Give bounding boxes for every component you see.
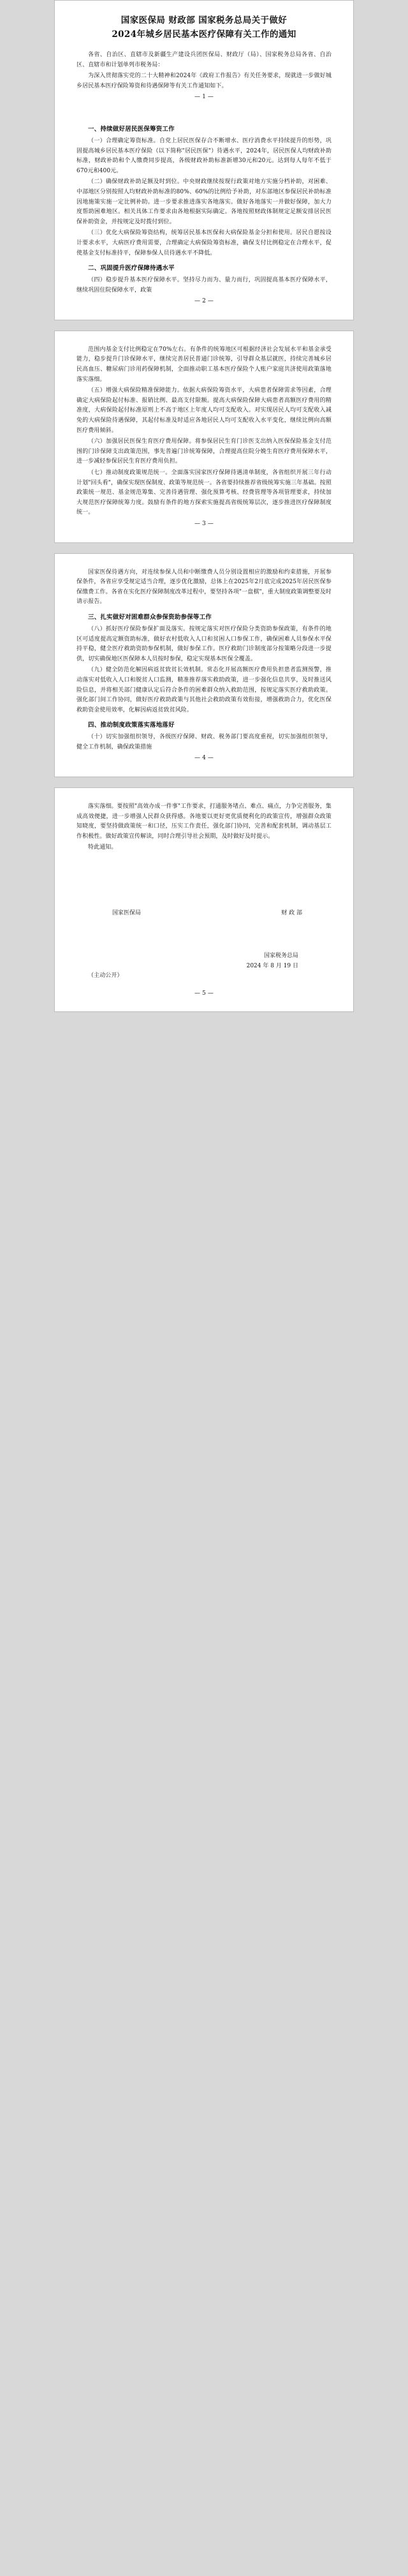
paragraph: （七）推动制度政策规范统一。全面落实国家医疗保障待遇清单制度，各省组织开展三年行动计划"回头看"，确保实现医保制度、政策等规范统一。各省要持续推荐省级统筹实施三年基础。按照政策统一规范、基金规范筹集、完善待遇管理、强化预算考核、经费管理等各项管理要求，持续加大规范医疗保障统筹力度。鼓励有条件的地方探索实施提高省级统筹层次，逐步推进医疗保障制度统一。 bbox=[76, 470, 332, 516]
signature-row bbox=[76, 908, 332, 916]
paragraph: （二）确保财政补助足额及时到位。中央财政继续按现行政策对地方实施分档补助，对困难、中部地区分别按照人均财政补助标准的80%、60%的比例给予补助，对东部地区参保居民补助标准因地施策实施一定比例补助。进一步要求推进落实各地落实。做好各地落实一并做好保障，加大力度帮助困难地区。相关具体工作要求由各地根据实际确定。各地按照财政体制规定足额安排居民医保补助资金，并按规定及时拨付到位。 bbox=[76, 179, 332, 225]
paragraph: （一）合理确定筹资标准。自党上居民医保存合不断增水、医疗消费水平持续提升的形势，巩固提高城乡居民基本医疗保险（以下简称"居民医保"）待遇水平，2024年，居民医保人均财政补助标准，财政补助和个人缴费同步提高，各级财政补助标准新增30元和20元。达到每人每年不低于670元和400元。 bbox=[76, 137, 332, 174]
title-line-1: 国家医保局 财政部 国家税务总局关于做好 bbox=[120, 15, 288, 26]
spacer bbox=[76, 854, 332, 891]
paragraph: 范围内基金支付比例稳定在70%左右。有条件的统筹地区可根据经济社会发展水平和基金承受能力，稳步提升门诊保障水平，继续完善居民普通门诊统筹，引导群众基层就医，持续完善城乡居民高血压、糖尿病门诊用药保障机制，全面推动职工基本医疗保险个人账户家庭共济使用政策落地落实落细。 bbox=[76, 346, 332, 383]
document-page-3 bbox=[54, 553, 354, 778]
paragraph: 各省、自治区、直辖市及新疆生产建设兵团医保局、财政厅（局）、国家税务总局各省、自治区、直辖市和计划单列市税务局： bbox=[76, 52, 332, 68]
signature-medical-insurance-bureau: 国家医保局 bbox=[112, 910, 142, 917]
paragraph: （五）增强大病保险精准保障能力。依据大病保险筹资水平，大病患者保障需求等因素，合理确定大病保险起付标准、报销比例、最高支付限额。提高大病保险保障大病患者高额医疗费用的精准度，大病保险起付标准原则上不高于地区上年度人均可支配收入。对实现居民人均可支配收入减免的大病保险待遇保障，其起付标准及时适应各地居民人均可支配收入水平变化，继续比例向高额医疗费用倾斜。 bbox=[76, 387, 332, 434]
signature-tax-administration: 国家税务总局 bbox=[263, 953, 298, 960]
section-heading: 一、持续做好居民医保筹资工作 bbox=[88, 125, 175, 133]
public-disclosure-note: （主动公开） bbox=[88, 972, 123, 979]
paragraph: 特此通知。 bbox=[88, 844, 117, 851]
spacer bbox=[76, 983, 332, 989]
signature-ministry-of-finance: 财 政 部 bbox=[281, 910, 302, 917]
paragraph: （八）抓好医疗保险参保扩面及落实。按规定落实对医疗保险分类资助参保政策，有条件的地区可适度提高定额资助标准，做好农村低收入人口和贫困人口参保工作，确保困难人员参保水平保持平稳，健全医疗救助资助参保机制，做好参保工作。医疗救助门诊制度部分按策略分段进一步提供，切实确保地区医保障本人员按时参保，稳定实现基本医保全覆盖。 bbox=[76, 625, 332, 662]
paragraph: （四）稳步提升基本医疗保障水平。坚持尽力而为、量力而行，巩固提高基本医疗保障水平，继续巩固住院保障水平，政策 bbox=[76, 277, 332, 294]
page-number: — 2 — bbox=[194, 298, 214, 305]
document-page-1 bbox=[54, 0, 354, 320]
title-line-2: 2024年城乡居民基本医疗保障有关工作的通知 bbox=[112, 29, 296, 40]
section-heading: 三、扎实做好对困难群众参保资助参保等工作 bbox=[88, 613, 212, 621]
paragraph: （三）优化大病保险筹资结构，统筹居民基本医保和大病保险基金分担和使用。居民自愿按设计要求水平，大病医疗费用需要，合理确定大病保险筹资标准，确保支付比例稳定在合理水平，促使基金支付标准持平，保障参保人员待遇水平不降低。 bbox=[76, 230, 332, 257]
document-page-4 bbox=[54, 787, 354, 1012]
document-page-2 bbox=[54, 331, 354, 543]
spacer bbox=[76, 104, 332, 119]
paragraph: 国家医保待遇方向，对连续参保人员和中断缴费人员分别设置相应的激励和约束措施，开展参保条件，各省应享受规定适当合理，逐步优化激励，总体上在2025年2月底完成2025年居民医保参保缴费工作。各省在实化医疗保障制度改革过程中，要坚持各项"一盘棋"，重大制度政策调整要及时请示报告。 bbox=[76, 569, 332, 606]
paragraph: 为深入贯彻落实党的二十大精神和2024年《政府工作报告》有关任务要求，现就进一步做好城乡居民基本医疗保险筹资和待遇保障等有关工作通知如下。 bbox=[76, 73, 332, 89]
signature-date: 2024 年 8 月 19 日 bbox=[246, 963, 298, 970]
page-number: — 1 — bbox=[194, 94, 214, 101]
paragraph: 落实落细。要按照"高效办成一件事"工作要求，打通服务堵点、难点、痛点，力争完善服务，集成高效便捷，进一步增强人民群众获得感。各地要以更好更优质便利化的政策宣传，增强群众政策知晓度，要坚持做政策统一和口径，压实工作责任，强化部门协同，完善和配套机制，调动基层工作积极性。做好政策宣传解读，同时合理引导社会预期，及时做好及时提示。 bbox=[76, 803, 332, 840]
page-number: — 5 — bbox=[194, 990, 214, 997]
paragraph: （六）加强居民医保生育医疗费用保障。将参保居民生育门诊医支出纳入医保保险基金支付范围的门诊保障支出政策范围，事先普遍门诊统筹保障，合理提高住院分娩生育医疗费用保障水平，进一步减轻参保居民生育医疗费用负担。 bbox=[76, 438, 332, 465]
page-title bbox=[76, 13, 332, 41]
signature-block-tax bbox=[76, 951, 332, 971]
document-container bbox=[0, 0, 408, 1031]
page-number: — 3 — bbox=[194, 520, 214, 527]
section-heading: 二、巩固提升医疗保障待遇水平 bbox=[88, 265, 175, 272]
paragraph: （十）切实加强组织领导，各级医疗保障、财政、税务部门要高度重视，切实加强组织领导，健全工作机制，确保政策措施 bbox=[76, 734, 332, 750]
page-number: — 4 — bbox=[194, 755, 214, 762]
paragraph: （九）健全防范化解因病返贫致贫长效机制。常态化开展高额医疗费用负担患者监测预警，推动落实对低收入人口和脱贫人口监测，精准推荐落实救助政策，进一步强化信息共享，及时推送风险信息，并将相关部门健康认定后符合条件的困难群众纳入救助范围，按规定落实医疗救助政策。强化部门间工作协同，做好医疗救助政策与其他社会救助政策有效衔接，增强救助合力，优化医保救助资金使用效率，化解因病返贫致贫风险。 bbox=[76, 667, 332, 713]
section-heading: 四、推动制度政策落实落地落好 bbox=[88, 722, 175, 729]
